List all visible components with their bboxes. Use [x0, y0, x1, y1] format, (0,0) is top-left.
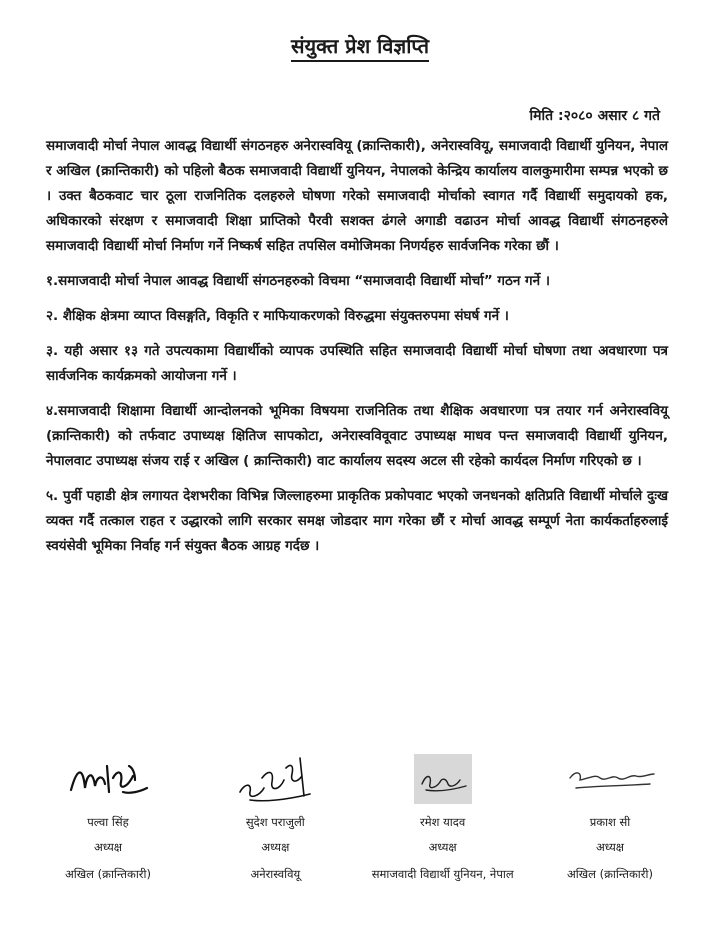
- decision-item: [46, 339, 668, 389]
- document-title: संयुक्त प्रेश विज्ञप्ति: [0, 32, 720, 59]
- signatory-org: अनेरास्ववियू: [250, 867, 301, 881]
- signature-block: [28, 728, 690, 883]
- handwritten-signature-icon: [195, 728, 355, 808]
- decision-text: समाजवादी शिक्षामा विद्यार्थी आन्दोलनको भूमिका विषयमा राजनितिक तथा शैक्षिक अवधारणा पत्र तयार गर्न अनेरास्ववियू (क्रान्तिकारी) को तर्फवाट उपाध्यक्ष क्षितिज सापकोटा, अनेरास्वविवूवाट उपाध्यक्ष माधव पन्त समाजवादी विद्यार्थी युनियन, नेपालवाट उपाध्यक्ष संजय राई र अखिल ( क्रान्तिकारी) वाट कार्यालय सदस्य अटल सी रहेको कार्यदल निर्माण गरिएको छ ।: [46, 403, 668, 469]
- signatory-name: पल्वा सिंह: [87, 815, 129, 829]
- handwritten-signature-icon: [530, 728, 690, 808]
- decision-list: [46, 269, 668, 559]
- signatory-4: [530, 728, 690, 883]
- signatory-title: अध्यक्ष: [261, 840, 290, 854]
- decision-number: ५.: [46, 488, 59, 504]
- signatory-title: अध्यक्ष: [595, 840, 624, 854]
- intro-paragraph: समाजवादी मोर्चा नेपाल आवद्ध विद्यार्थी संगठनहरु अनेरास्ववियू (क्रान्तिकारी), अनेरास्ववियू, समाजवादी विद्यार्थी युनियन, नेपाल र अखिल (क्रान्तिकारी) को पहिलो बैठक समाजवादी विद्यार्थी युनियन, नेपालको केन्द्रिय कार्यालय वालकुमारीमा सम्पन्न भएको छ । उक्त बैठकवाट चार ठूला राजनितिक दलहरुले घोषणा गरेको समाजवादी मोर्चाको स्वागत गर्दै विद्यार्थी समुदायको हक, अधिकारको संरक्षण र समाजवादी शिक्षा प्राप्तिको पैरवी सशक्त ढंगले अगाडी वढाउन मोर्चा आवद्ध विद्यार्थी संगठनहरुले समाजवादी विद्यार्थी मोर्चा निर्माण गर्ने निष्कर्ष सहित तपसिल वमोजिमका निणर्यहरु सार्वजनिक गरेका छौं ।: [46, 138, 668, 254]
- decision-item: [46, 269, 668, 294]
- signatory-3: [363, 728, 523, 883]
- document-body: [46, 134, 668, 569]
- signatory-name: रमेश यादव: [420, 815, 466, 829]
- signatory-org: समाजवादी विद्यार्थी युनियन, नेपाल: [371, 867, 514, 881]
- decision-text: समाजवादी मोर्चा नेपाल आवद्ध विद्यार्थी संगठनहरुको विचमा “समाजवादी विद्यार्थी मोर्चा” गठन गर्ने ।: [58, 273, 550, 289]
- signatory-title: अध्यक्ष: [428, 840, 457, 854]
- handwritten-signature-icon: [28, 728, 188, 808]
- signatory-1: [28, 728, 188, 883]
- signatory-org: अखिल (क्रान्तिकारी): [566, 867, 653, 881]
- decision-text: पुर्वी पहाडी क्षेत्र लगायत देशभरीका विभिन्न जिल्लाहरुमा प्राकृतिक प्रकोपवाट भएको जनधनको क्षतिप्रति विद्यार्थी मोर्चाले दुःख व्यक्त गर्दै तत्काल राहत र उद्धारको लागि सरकार समक्ष जोडदार माग गरेका छौं र मोर्चा आवद्ध सम्पूर्ण नेता कार्यकर्ताहरुलाई स्वयंसेवी भूमिका निर्वाह गर्न संयुक्त बैठक आग्रह गर्दछ ।: [46, 488, 668, 554]
- signatory-title: अध्यक्ष: [93, 840, 123, 854]
- decision-number: १.: [46, 273, 59, 289]
- handwritten-signature-icon: [363, 728, 523, 808]
- signatory-2: [195, 728, 355, 883]
- decision-text: शैक्षिक क्षेत्रमा व्याप्त विसङ्गति, विकृति र माफियाकरणको विरुद्धमा संयुक्तरुपमा संघर्ष गर्ने ।: [62, 308, 509, 324]
- decision-item: [46, 484, 668, 559]
- document-date: मिति :२०८० असार ८ गते: [529, 108, 660, 124]
- decision-text: यही असार १३ गते उपत्यकामा विद्यार्थीको व्यापक उपस्थिति सहित समाजवादी विद्यार्थी मोर्चा घोषणा तथा अवधारणा पत्र सार्वजनिक कार्यक्रमको आयोजना गर्ने ।: [46, 343, 668, 384]
- decision-number: ३.: [46, 343, 59, 359]
- signatory-name: प्रकाश सी: [589, 815, 631, 829]
- decision-number: ४.: [46, 403, 59, 419]
- decision-number: २.: [46, 308, 59, 324]
- decision-item: [46, 304, 668, 329]
- decision-item: [46, 399, 668, 474]
- signatory-name: सुदेश पराजुली: [245, 815, 305, 829]
- signatory-org: अखिल (क्रान्तिकारी): [65, 867, 151, 881]
